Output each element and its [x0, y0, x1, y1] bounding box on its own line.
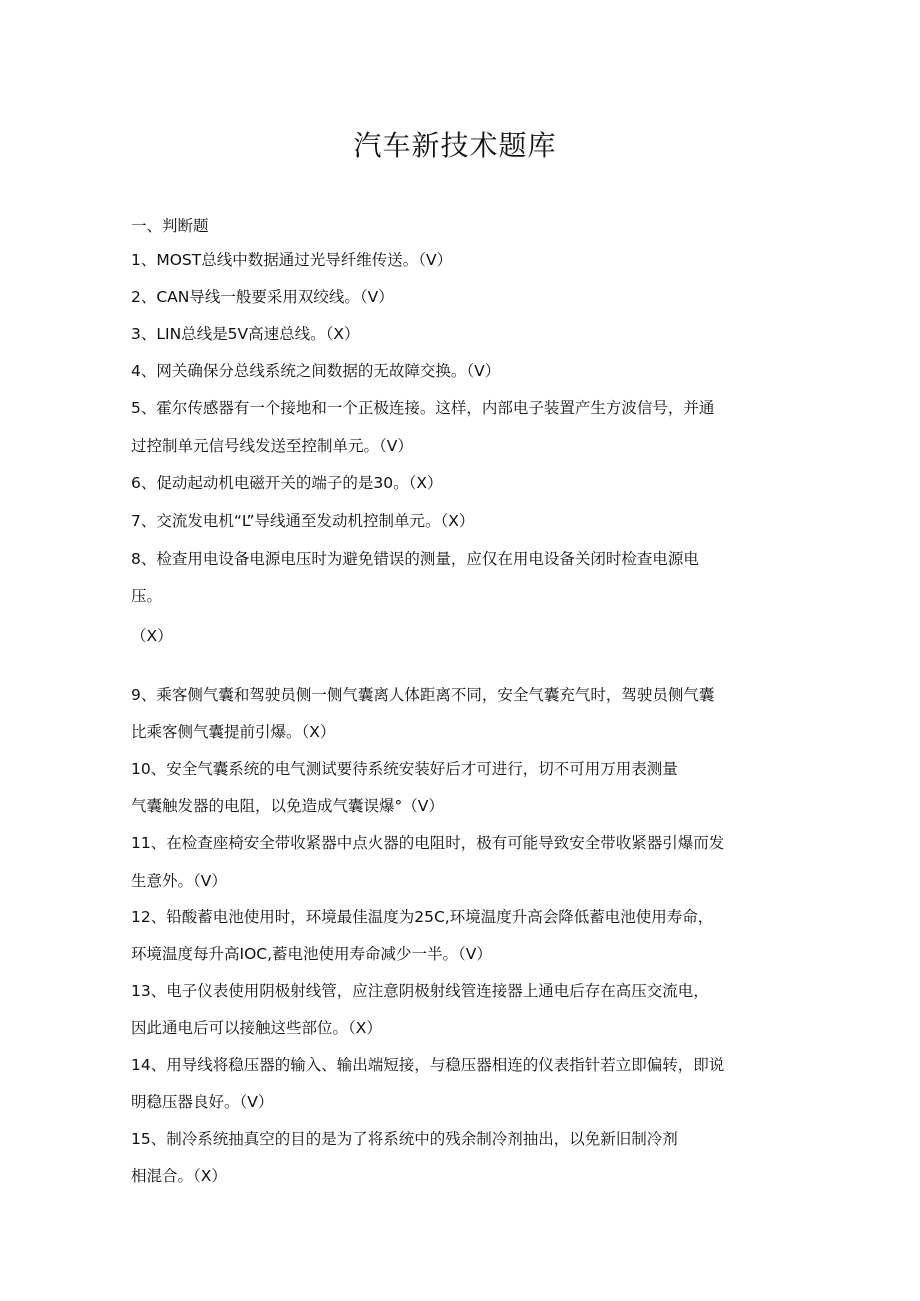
question-line: 14、用导线将稳压器的输入、输出端短接，与稳压器相连的仪表指针若立即偏转，即说 — [131, 1056, 725, 1074]
question-line: 6、促动起动机电磁开关的端子的是30。（X） — [131, 474, 443, 492]
question-line: 明稳压器良好。（V） — [131, 1093, 274, 1111]
question-line: 12、铅酸蓄电池使用时，环境最佳温度为25C,环境温度升高会降低蓄电池使用寿命， — [131, 908, 714, 926]
question-line: 4、网关确保分总线系统之间数据的无故障交换。（V） — [131, 362, 501, 380]
question-line: 10、安全气囊系统的电气测试要待系统安装好后才可进行，切不可用万用表测量 — [131, 760, 678, 778]
question-line: 压。 — [131, 587, 163, 605]
question-line: 气囊触发器的电阻，以免造成气囊误爆°（V） — [131, 797, 444, 815]
question-line: 15、制冷系统抽真空的目的是为了将系统中的残余制冷剂抽出，以免新旧制冷剂 — [131, 1130, 678, 1148]
question-line: 生意外。（V） — [131, 872, 227, 890]
question-line: 8、检查用电设备电源电压时为避免错误的测量，应仅在用电设备关闭时检查电源电 — [131, 550, 699, 568]
question-line: 因此通电后可以接触这些部位。（X） — [131, 1019, 382, 1037]
question-line: 5、霍尔传感器有一个接地和一个正极连接。这样，内部电子装置产生方波信号，并通 — [131, 399, 715, 417]
question-line: 过控制单元信号线发送至控制单元。（V） — [131, 437, 413, 455]
question-line: 1、MOST总线中数据通过光导纤维传送。（V） — [131, 251, 453, 269]
section-heading: 一、判断题 — [131, 217, 209, 235]
question-line: 比乘客侧气囊提前引爆。（X） — [131, 723, 336, 741]
question-line: 7、交流发电机“L”导线通至发动机控制单元。（X） — [131, 512, 475, 530]
question-line: 相混合。（X） — [131, 1167, 227, 1185]
question-line: 3、LIN总线是5V高速总线。（X） — [131, 325, 360, 343]
question-line: 环境温度每升高IOC,蓄电池使用寿命减少一半。（V） — [131, 945, 492, 963]
question-line: （X） — [131, 627, 173, 645]
question-line: 2、CAN导线一般要采用双绞线。（V） — [131, 288, 394, 306]
page-title: 汽车新技术题库 — [353, 129, 557, 162]
question-line: 13、电子仪表使用阴极射线管，应注意阴极射线管连接器上通电后存在高压交流电， — [131, 982, 709, 1000]
question-line: 11、在检查座椅安全带收紧器中点火器的电阻时，极有可能导致安全带收紧器引爆而发 — [131, 834, 725, 852]
question-line: 9、乘客侧气囊和驾驶员侧一侧气囊离人体距离不同，安全气囊充气时，驾驶员侧气囊 — [131, 686, 715, 704]
